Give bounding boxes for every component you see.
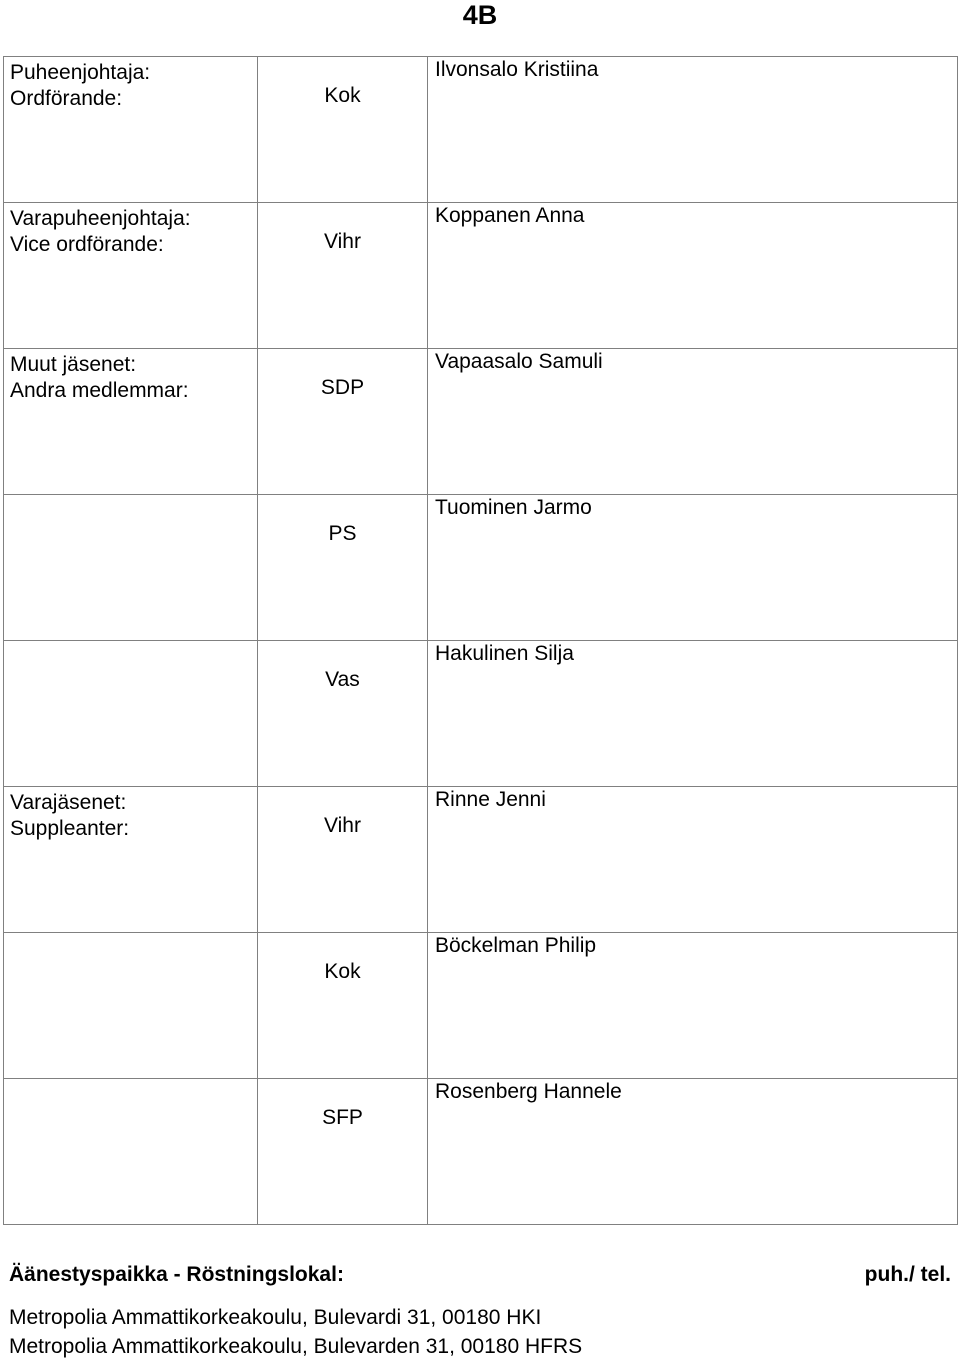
- member-name: Hakulinen Silja: [435, 642, 574, 665]
- party-label: Vas: [325, 668, 360, 691]
- member-name: Tuominen Jarmo: [435, 496, 592, 519]
- party-cell: [258, 787, 428, 933]
- polling-header: [9, 1262, 951, 1288]
- member-name: Rinne Jenni: [435, 788, 546, 811]
- name-cell: [428, 933, 958, 1079]
- role-label-fi: [4, 1079, 257, 1082]
- role-label-sv: Andra medlemmar:: [10, 379, 189, 402]
- polling-place-label: Äänestyspaikka - Röstningslokal:: [9, 1263, 344, 1286]
- table-row: [4, 933, 958, 1079]
- role-label-fi: [4, 933, 257, 936]
- role-label-fi: Puheenjohtaja:: [10, 61, 151, 84]
- name-cell: [428, 641, 958, 787]
- name-cell: [428, 1079, 958, 1225]
- role-label-fi: [4, 641, 257, 644]
- name-cell: [428, 349, 958, 495]
- role-cell: [4, 787, 258, 933]
- address-line-sv: Metropolia Ammattikorkeakoulu, Bulevarden 31, 00180 HFRS: [9, 1335, 583, 1358]
- role-cell: [4, 933, 258, 1079]
- member-name: Böckelman Philip: [435, 934, 597, 957]
- party-label: PS: [328, 522, 357, 545]
- page-title: 4B: [462, 0, 498, 30]
- table-row: [4, 495, 958, 641]
- name-cell: [428, 495, 958, 641]
- party-cell: [258, 57, 428, 203]
- role-cell: [4, 641, 258, 787]
- name-cell: [428, 57, 958, 203]
- party-label: SFP: [322, 1106, 363, 1129]
- party-label: Kok: [324, 960, 361, 983]
- party-cell: [258, 933, 428, 1079]
- name-cell: [428, 203, 958, 349]
- role-label-sv: Ordförande:: [10, 87, 123, 110]
- address-line-fi: Metropolia Ammattikorkeakoulu, Bulevardi 31, 00180 HKI: [9, 1306, 542, 1329]
- party-cell: [258, 1079, 428, 1225]
- party-label: SDP: [320, 376, 365, 399]
- party-cell: [258, 203, 428, 349]
- role-label-fi: Varapuheenjohtaja:: [10, 207, 191, 230]
- phone-label: puh./ tel.: [864, 1263, 951, 1286]
- party-cell: [258, 495, 428, 641]
- member-name: Koppanen Anna: [435, 204, 585, 227]
- member-name: Ilvonsalo Kristiina: [435, 58, 599, 81]
- table-row: [4, 349, 958, 495]
- role-cell: [4, 57, 258, 203]
- member-name: Vapaasalo Samuli: [435, 350, 603, 373]
- party-label: Vihr: [324, 230, 361, 253]
- member-name: Rosenberg Hannele: [435, 1080, 622, 1103]
- role-cell: [4, 349, 258, 495]
- party-label: Vihr: [324, 814, 361, 837]
- table-row: [4, 57, 958, 203]
- table-row: [4, 203, 958, 349]
- table-row: [4, 641, 958, 787]
- party-cell: [258, 641, 428, 787]
- roster-table: [3, 56, 958, 1225]
- role-label-fi: Muut jäsenet:: [10, 353, 137, 376]
- role-label-fi: [4, 495, 257, 498]
- role-label-fi: Varajäsenet:: [10, 791, 127, 814]
- party-label: Kok: [324, 84, 361, 107]
- table-row: [4, 787, 958, 933]
- role-cell: [4, 495, 258, 641]
- role-label-sv: Suppleanter:: [10, 817, 130, 840]
- role-label-sv: Vice ordförande:: [10, 233, 164, 256]
- table-row: [4, 1079, 958, 1225]
- polling-address: [9, 1303, 951, 1361]
- name-cell: [428, 787, 958, 933]
- role-cell: [4, 203, 258, 349]
- party-cell: [258, 349, 428, 495]
- role-cell: [4, 1079, 258, 1225]
- polling-info: [9, 1262, 951, 1361]
